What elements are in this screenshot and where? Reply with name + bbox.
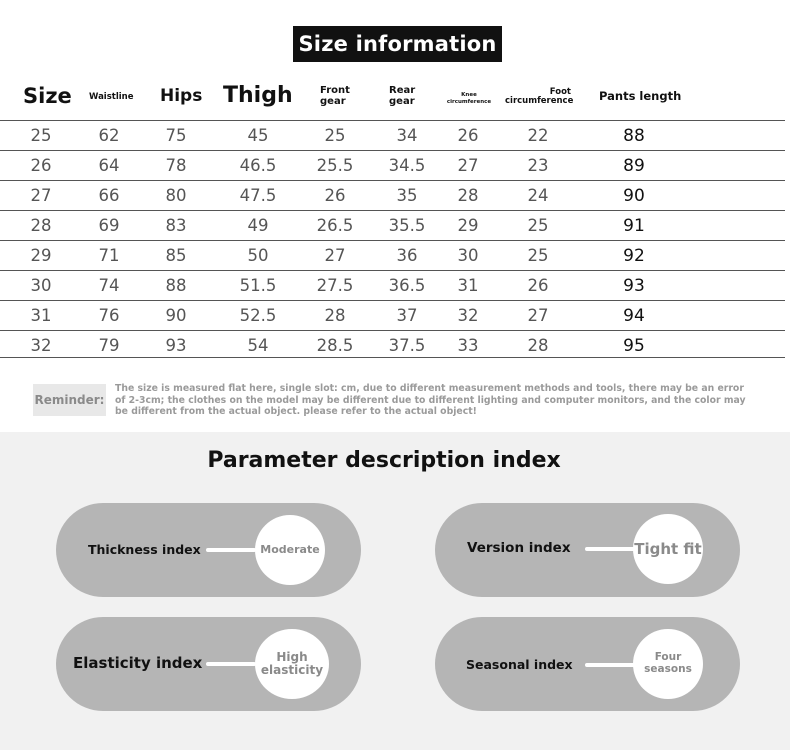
column-header-pants-length: Pants length <box>599 89 682 103</box>
table-cell-front-gear: 27.5 <box>316 276 354 295</box>
reminder-text: The size is measured flat here, single slot: cm, due to different measurement methods and tools, there may be an error of 2-3cm; the clothes on the model may be different due to different lighting and computer monitors, and the color may be different from the actual object. please refer to the actual object! <box>115 383 746 417</box>
table-cell-thigh: 45 <box>247 126 269 145</box>
column-header-waistline: Waistline <box>89 92 134 102</box>
column-header-hips: Hips <box>160 86 203 106</box>
table-row <box>0 271 785 301</box>
table-cell-waistline: 62 <box>98 126 120 145</box>
thickness-index-pill <box>56 503 361 597</box>
column-header-size: Size <box>23 84 72 108</box>
table-cell-thigh: 52.5 <box>239 306 277 325</box>
table-cell-rear-gear: 37.5 <box>388 336 426 355</box>
column-header-front-gear: Front gear <box>320 85 350 107</box>
table-cell-waistline: 64 <box>98 156 120 175</box>
table-cell-foot: 22 <box>527 126 549 145</box>
table-cell-pants-length: 89 <box>623 156 645 176</box>
table-cell-pants-length: 90 <box>623 186 645 206</box>
table-cell-pants-length: 93 <box>623 276 645 296</box>
table-cell-hips: 90 <box>165 306 187 325</box>
table-cell-thigh: 54 <box>247 336 269 355</box>
table-cell-front-gear: 26.5 <box>316 216 354 235</box>
table-cell-front-gear: 28 <box>324 306 346 325</box>
table-row <box>0 181 785 211</box>
size-information-title: Size information <box>293 26 502 62</box>
column-header-thigh: Thigh <box>223 83 293 108</box>
parameter-value-circle <box>255 515 325 585</box>
table-cell-waistline: 69 <box>98 216 120 235</box>
table-cell-knee: 29 <box>457 216 479 235</box>
table-cell-waistline: 76 <box>98 306 120 325</box>
parameter-title: Parameter description index <box>207 448 561 473</box>
table-cell-size: 29 <box>30 246 52 265</box>
table-row <box>0 241 785 271</box>
elasticity-index-pill <box>56 617 361 711</box>
connector-line <box>206 548 256 552</box>
table-cell-waistline: 66 <box>98 186 120 205</box>
table-cell-front-gear: 26 <box>324 186 346 205</box>
parameter-value: Moderate <box>260 542 320 556</box>
table-cell-foot: 24 <box>527 186 549 205</box>
connector-line <box>585 663 635 667</box>
table-cell-hips: 80 <box>165 186 187 205</box>
table-cell-size: 26 <box>30 156 52 175</box>
table-cell-hips: 83 <box>165 216 187 235</box>
connector-line <box>206 662 256 666</box>
table-cell-knee: 31 <box>457 276 479 295</box>
column-header-rear-gear: Rear gear <box>389 85 416 107</box>
parameter-value: Four seasons <box>644 651 692 675</box>
table-cell-foot: 28 <box>527 336 549 355</box>
parameter-value-circle <box>633 629 703 699</box>
table-row <box>0 151 785 181</box>
reminder-label: Reminder: <box>33 384 106 416</box>
column-header-foot-circumference: Foot circumference <box>505 87 574 107</box>
parameter-label: Elasticity index <box>73 654 203 672</box>
seasonal-index-pill <box>435 617 740 711</box>
table-cell-knee: 28 <box>457 186 479 205</box>
table-cell-knee: 32 <box>457 306 479 325</box>
table-cell-front-gear: 25 <box>324 126 346 145</box>
table-cell-front-gear: 25.5 <box>316 156 354 175</box>
parameter-value-circle <box>633 514 703 584</box>
parameter-value: High elasticity <box>260 649 324 677</box>
table-cell-thigh: 49 <box>247 216 269 235</box>
table-cell-knee: 30 <box>457 246 479 265</box>
table-cell-foot: 25 <box>527 216 549 235</box>
table-cell-size: 27 <box>30 186 52 205</box>
table-cell-rear-gear: 36.5 <box>388 276 426 295</box>
table-cell-foot: 26 <box>527 276 549 295</box>
table-cell-thigh: 50 <box>247 246 269 265</box>
table-cell-foot: 23 <box>527 156 549 175</box>
table-cell-rear-gear: 34.5 <box>388 156 426 175</box>
table-cell-size: 32 <box>30 336 52 355</box>
table-cell-pants-length: 95 <box>623 336 645 356</box>
table-cell-thigh: 47.5 <box>239 186 277 205</box>
table-cell-size: 30 <box>30 276 52 295</box>
table-cell-pants-length: 91 <box>623 216 645 236</box>
table-cell-hips: 75 <box>165 126 187 145</box>
table-cell-hips: 88 <box>165 276 187 295</box>
table-row <box>0 211 785 241</box>
table-cell-pants-length: 92 <box>623 246 645 266</box>
table-cell-rear-gear: 35 <box>396 186 418 205</box>
parameter-value-circle <box>255 629 329 699</box>
table-row <box>0 301 785 331</box>
table-cell-pants-length: 94 <box>623 306 645 326</box>
table-cell-knee: 26 <box>457 126 479 145</box>
table-cell-thigh: 51.5 <box>239 276 277 295</box>
table-cell-knee: 27 <box>457 156 479 175</box>
table-cell-rear-gear: 35.5 <box>388 216 426 235</box>
table-cell-rear-gear: 37 <box>396 306 418 325</box>
table-cell-waistline: 71 <box>98 246 120 265</box>
version-index-pill <box>435 503 740 597</box>
table-cell-foot: 25 <box>527 246 549 265</box>
table-row <box>0 121 785 151</box>
table-cell-hips: 78 <box>165 156 187 175</box>
table-cell-size: 25 <box>30 126 52 145</box>
table-cell-front-gear: 28.5 <box>316 336 354 355</box>
table-cell-waistline: 79 <box>98 336 120 355</box>
table-cell-size: 28 <box>30 216 52 235</box>
table-cell-foot: 27 <box>527 306 549 325</box>
table-divider <box>0 357 785 358</box>
parameter-value: Tight fit <box>634 539 702 558</box>
parameter-label: Thickness index <box>88 542 201 557</box>
table-cell-waistline: 74 <box>98 276 120 295</box>
table-cell-knee: 33 <box>457 336 479 355</box>
connector-line <box>585 547 635 551</box>
table-cell-size: 31 <box>30 306 52 325</box>
table-cell-pants-length: 88 <box>623 126 645 146</box>
table-cell-hips: 85 <box>165 246 187 265</box>
table-cell-rear-gear: 36 <box>396 246 418 265</box>
parameter-label: Version index <box>467 540 571 556</box>
table-cell-front-gear: 27 <box>324 246 346 265</box>
table-cell-thigh: 46.5 <box>239 156 277 175</box>
column-header-knee-circumference: Knee circumference <box>446 92 492 105</box>
parameter-label: Seasonal index <box>466 657 573 672</box>
table-cell-rear-gear: 34 <box>396 126 418 145</box>
table-cell-hips: 93 <box>165 336 187 355</box>
